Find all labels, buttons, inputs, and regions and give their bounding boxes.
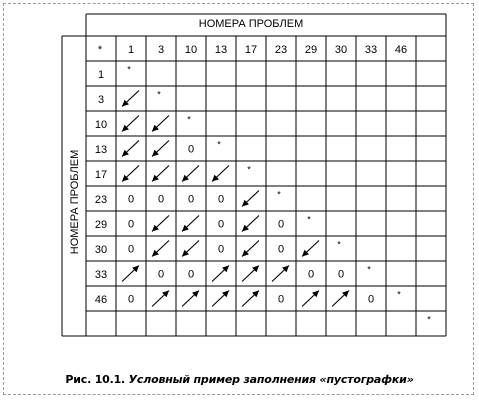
figure-caption	[0, 373, 479, 386]
arrow-up-right-icon	[212, 291, 229, 307]
diagonal-star: *	[217, 139, 221, 150]
cell-zero: 0	[277, 218, 285, 231]
column-label: 10	[184, 44, 198, 56]
cell-zero: 0	[187, 143, 195, 156]
diagonal-star: *	[187, 114, 191, 125]
arrow-down-left-icon	[182, 241, 199, 257]
cell-zero: 0	[277, 243, 285, 256]
cell-zero: 0	[187, 193, 195, 206]
arrow-up-right-icon	[212, 266, 229, 282]
matrix-grid	[62, 14, 446, 336]
cell-zero: 0	[307, 268, 315, 281]
arrow-up-right-icon	[332, 291, 349, 307]
arrow-down-left-icon	[122, 91, 139, 107]
arrow-down-left-icon	[152, 141, 169, 157]
arrow-up-right-icon	[152, 291, 169, 307]
diagonal-star: *	[397, 289, 401, 300]
column-header-title: НОМЕРА ПРОБЛЕМ	[198, 18, 304, 30]
cell-zero: 0	[217, 243, 225, 256]
arrow-up-right-icon	[302, 291, 319, 307]
row-label: 30	[94, 244, 108, 256]
arrow-down-left-icon	[302, 241, 319, 257]
arrow-up-right-icon	[272, 266, 289, 282]
row-label: 46	[94, 294, 108, 306]
column-label: 33	[364, 44, 378, 56]
arrow-down-left-icon	[182, 216, 199, 232]
row-label: 10	[94, 119, 108, 131]
diagonal-star: *	[247, 164, 251, 175]
arrow-down-left-icon	[242, 241, 259, 257]
cell-zero: 0	[127, 218, 135, 231]
row-label: 29	[94, 219, 108, 231]
arrow-down-left-icon	[152, 241, 169, 257]
arrow-down-left-icon	[182, 166, 199, 182]
cell-zero: 0	[127, 193, 135, 206]
column-label: 17	[244, 44, 258, 56]
column-label: 1	[127, 44, 135, 56]
column-label: 3	[157, 44, 165, 56]
cell-zero: 0	[277, 293, 285, 306]
diagonal-star: *	[337, 239, 341, 250]
column-label: 30	[334, 44, 348, 56]
cell-zero: 0	[217, 193, 225, 206]
diagonal-star: *	[127, 64, 131, 75]
arrow-down-left-icon	[242, 191, 259, 207]
cell-zero: 0	[337, 268, 345, 281]
corner-star: *	[97, 44, 103, 56]
arrow-down-left-icon	[122, 141, 139, 157]
cell-zero: 0	[157, 268, 165, 281]
row-label: 17	[94, 169, 108, 181]
row-label: 23	[94, 194, 108, 206]
cell-zero: 0	[157, 193, 165, 206]
arrow-up-right-icon	[242, 291, 259, 307]
cell-zero: 0	[127, 243, 135, 256]
column-label: 29	[304, 44, 318, 56]
arrow-down-left-icon	[152, 116, 169, 132]
cell-zero: 0	[187, 268, 195, 281]
arrow-down-left-icon	[122, 166, 139, 182]
arrow-up-right-icon	[122, 266, 139, 282]
diagonal-star: *	[367, 264, 371, 275]
arrow-up-right-icon	[182, 291, 199, 307]
row-label: 3	[97, 94, 105, 106]
arrow-up-right-icon	[242, 266, 259, 282]
arrow-down-left-icon	[122, 116, 139, 132]
caption-text: Условный пример заполнения «пустографки»	[128, 373, 414, 386]
diagonal-star: *	[157, 89, 161, 100]
cell-zero: 0	[127, 293, 135, 306]
arrow-down-left-icon	[242, 216, 259, 232]
arrow-down-left-icon	[212, 166, 229, 182]
arrow-down-left-icon	[152, 166, 169, 182]
diagonal-star: *	[307, 214, 311, 225]
row-label: 1	[97, 69, 105, 81]
matrix-labels	[95, 44, 407, 306]
cell-zero: 0	[217, 218, 225, 231]
column-label: 23	[274, 44, 288, 56]
caption-number: Рис. 10.1.	[65, 373, 126, 386]
row-header-title: НОМЕРА ПРОБЛЕМ	[69, 149, 81, 255]
diagonal-star: *	[277, 189, 281, 200]
row-label: 33	[94, 269, 108, 281]
arrow-down-left-icon	[152, 216, 169, 232]
diagonal-star: *	[427, 314, 431, 325]
column-label: 13	[214, 44, 228, 56]
row-label: 13	[94, 144, 108, 156]
cell-zero: 0	[367, 293, 375, 306]
column-label: 46	[394, 44, 408, 56]
